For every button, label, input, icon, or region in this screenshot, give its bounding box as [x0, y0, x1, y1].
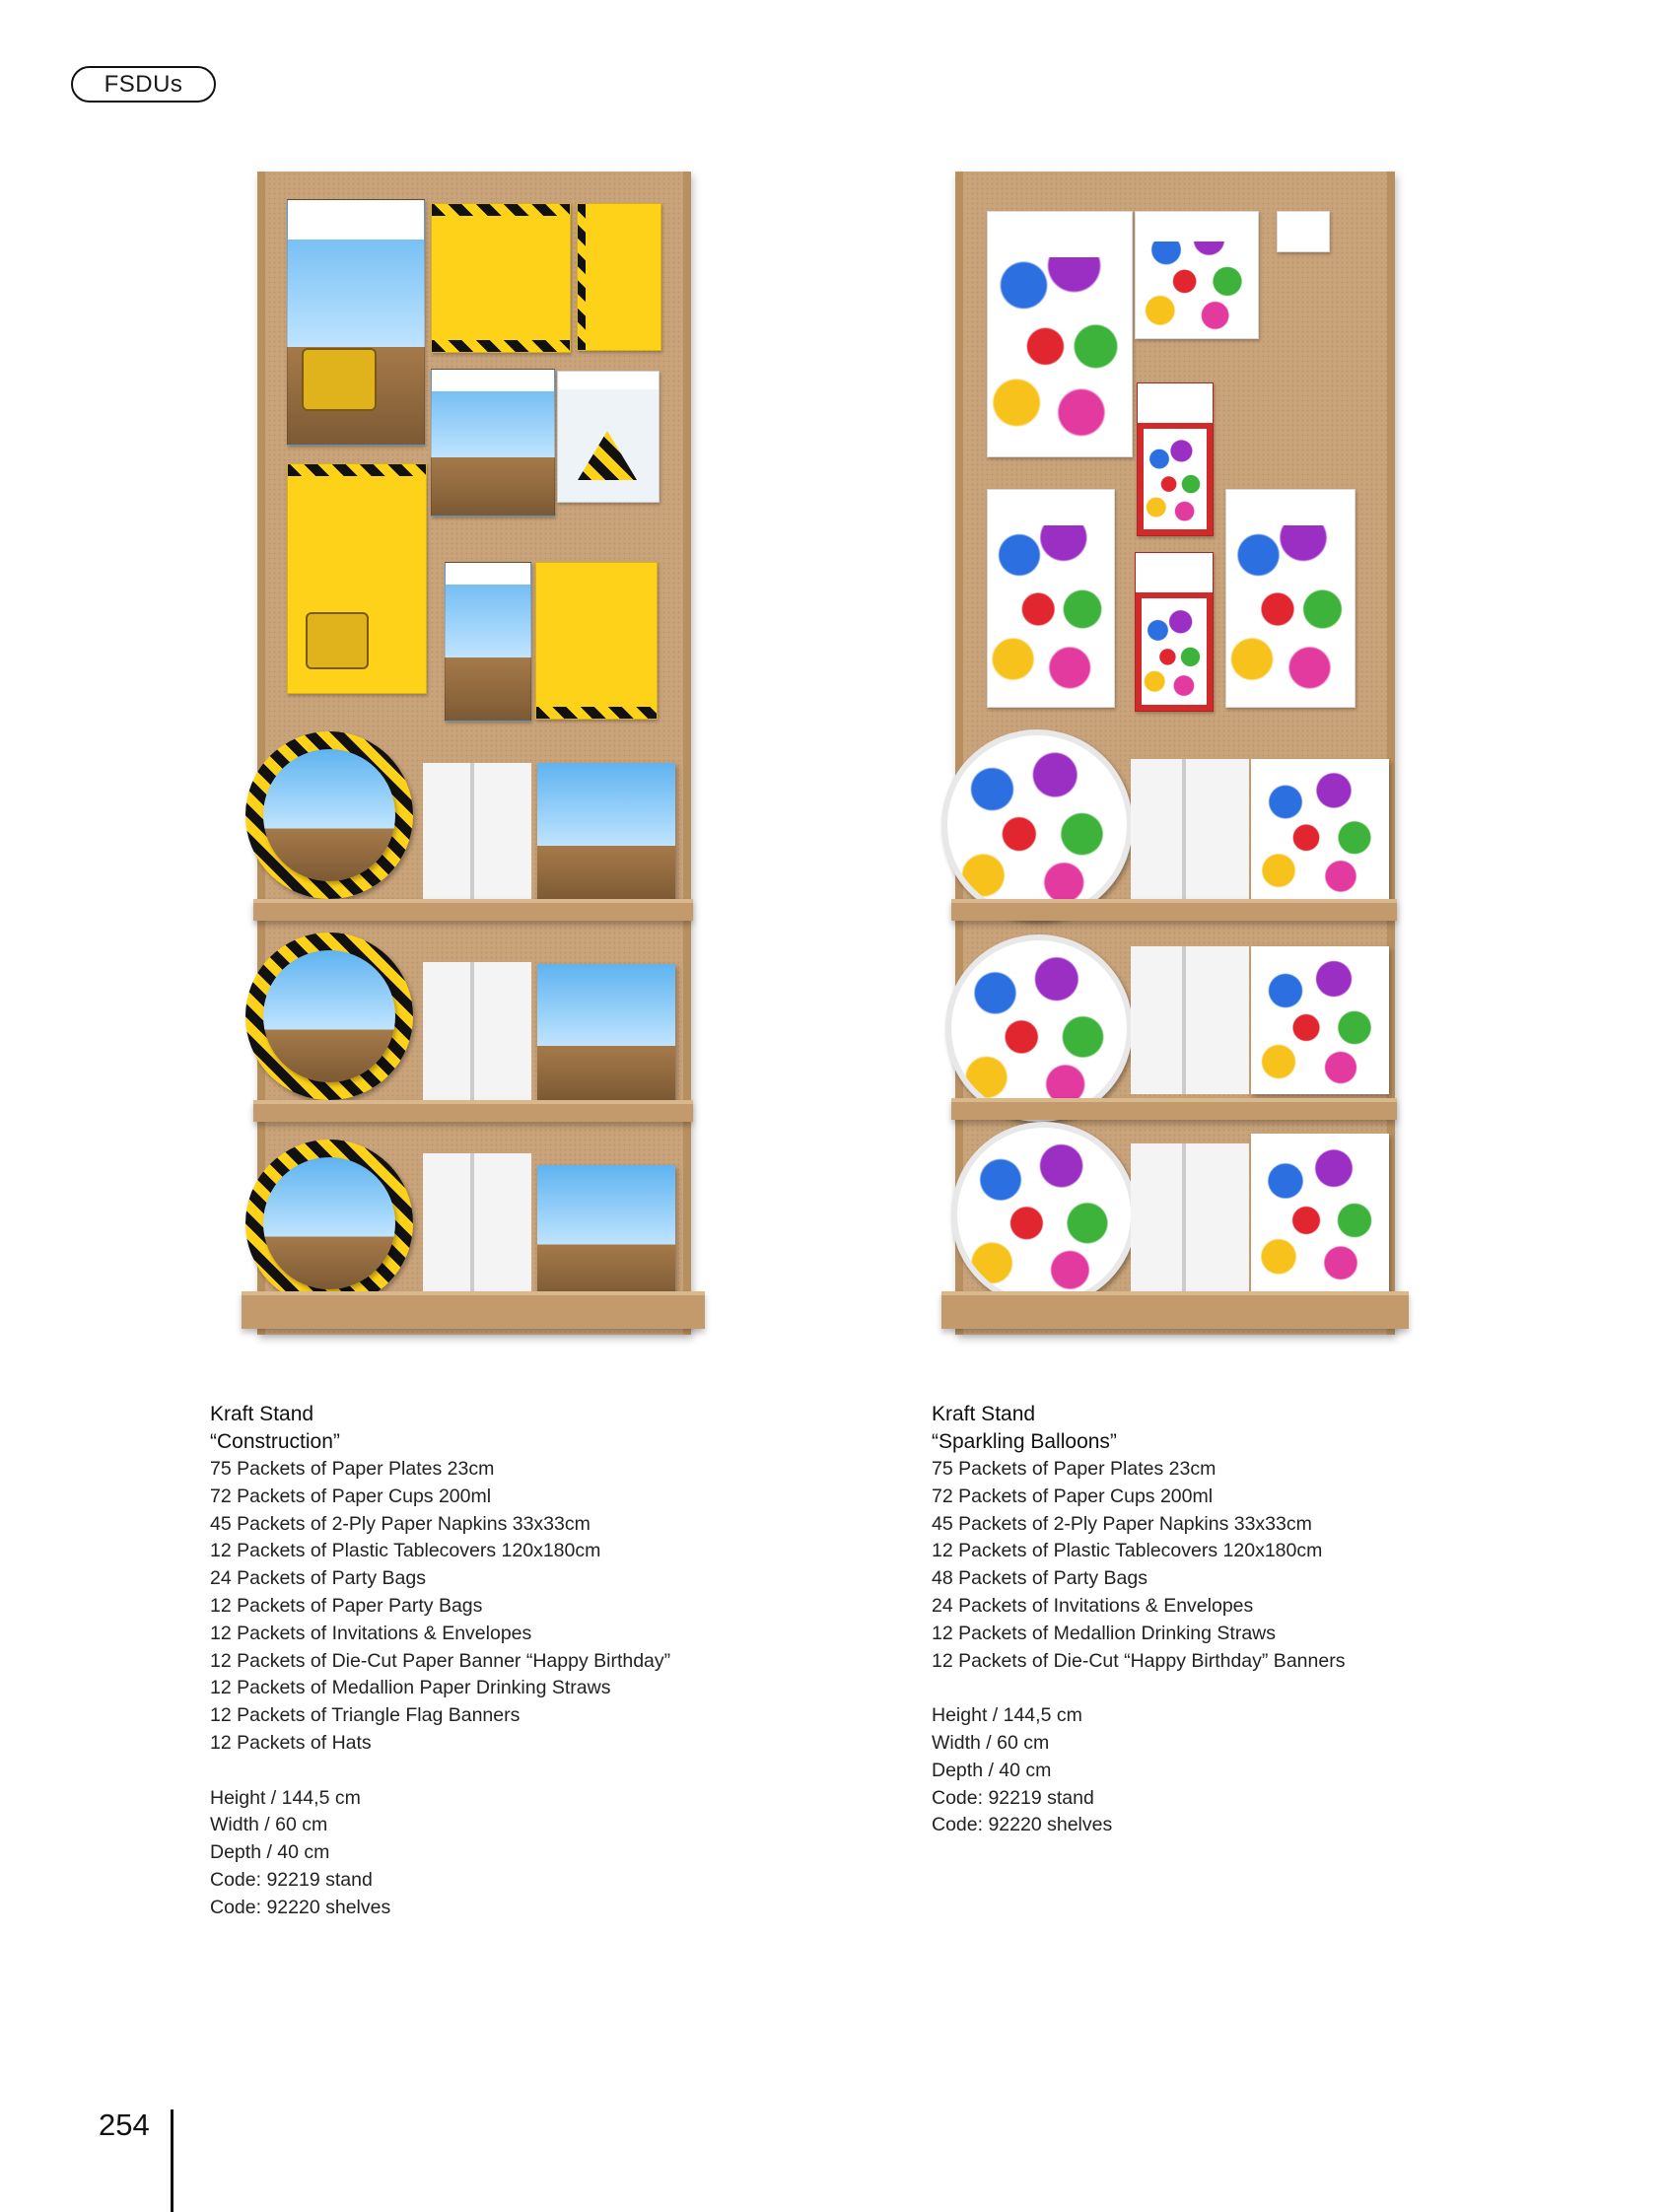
construction-stand-image: [242, 168, 705, 1336]
invitations-pack: [1137, 382, 1214, 536]
list-item: 12 Packets of Paper Party Bags: [210, 1594, 483, 1617]
shelf-lip: [253, 1100, 693, 1122]
specs-list: [210, 1785, 670, 1922]
paper-cups-stack: [423, 763, 531, 901]
tablecover-pack: [287, 199, 425, 446]
product-subtitle: “Construction”: [210, 1430, 340, 1453]
party-bags-pack: [1225, 489, 1356, 708]
paper-plates-stack: [951, 1122, 1137, 1307]
base-tray: [941, 1291, 1409, 1329]
list-item: 72 Packets of Paper Cups 200ml: [932, 1485, 1214, 1507]
party-bags-pack: [987, 489, 1115, 708]
plate-center: [263, 950, 395, 1082]
contents-list: [210, 1456, 670, 1758]
paper-cups-stack: [423, 962, 531, 1100]
list-item: 45 Packets of 2-Ply Paper Napkins 33x33cm: [932, 1512, 1312, 1535]
list-item: 12 Packets of Medallion Drinking Straws: [932, 1622, 1276, 1644]
balloons-description: [932, 1401, 1345, 1839]
list-item: 12 Packets of Hats: [210, 1731, 372, 1754]
invitations-pack: [577, 203, 661, 351]
spec-code-shelves: Code: 92220 shelves: [210, 1896, 391, 1918]
stand-side-rail: [955, 172, 963, 1335]
list-item: 48 Packets of Party Bags: [932, 1567, 1147, 1590]
party-bags-pack: [431, 369, 555, 517]
letter-banner-pack: [431, 203, 571, 353]
contents-list: [932, 1456, 1345, 1675]
stand-side-rail: [683, 172, 691, 1335]
list-item: 12 Packets of Triangle Flag Banners: [210, 1704, 521, 1727]
list-item: 12 Packets of Medallion Paper Drinking Straws: [210, 1677, 611, 1699]
product-title: Kraft Stand: [932, 1403, 1036, 1425]
napkins-stack: [537, 1165, 675, 1297]
list-item: 12 Packets of Die-Cut “Happy Birthday” Banners: [932, 1649, 1346, 1672]
napkins-stack: [1251, 1134, 1389, 1291]
list-item: 12 Packets of Die-Cut Paper Banner “Happy Birthday”: [210, 1649, 671, 1672]
paper-cups-stack: [1131, 759, 1249, 902]
list-item: 75 Packets of Paper Plates 23cm: [210, 1458, 495, 1480]
page-number: 254: [99, 2108, 150, 2142]
happy-birthday-banner-pack: [1135, 211, 1259, 339]
list-item: 45 Packets of 2-Ply Paper Napkins 33x33cm: [210, 1512, 591, 1535]
list-item: 12 Packets of Plastic Tablecovers 120x180cm: [210, 1540, 601, 1562]
paper-cups-stack: [1131, 946, 1249, 1094]
shelf-lip: [253, 899, 693, 921]
spec-code-shelves: Code: 92220 shelves: [932, 1814, 1113, 1836]
specs-list: [932, 1702, 1345, 1839]
invitations-pack: [1135, 552, 1214, 712]
straws-pack: [445, 562, 531, 722]
product-title: Kraft Stand: [210, 1403, 314, 1425]
spec-code-stand: Code: 92219 stand: [932, 1786, 1094, 1809]
list-item: 24 Packets of Invitations & Envelopes: [932, 1594, 1254, 1617]
spec-depth: Depth / 40 cm: [210, 1841, 330, 1864]
napkins-stack: [1251, 946, 1389, 1094]
balloons-stand-image: [941, 168, 1415, 1336]
straws-pack: [1277, 211, 1330, 252]
section-label: FSDUs: [71, 66, 216, 103]
paper-plates-stack: [945, 934, 1133, 1122]
stand-side-rail: [257, 172, 265, 1335]
product-subtitle: “Sparkling Balloons”: [932, 1430, 1117, 1453]
paper-cups-stack: [1131, 1143, 1249, 1291]
list-item: 72 Packets of Paper Cups 200ml: [210, 1485, 492, 1507]
base-tray: [242, 1291, 705, 1329]
spec-depth: Depth / 40 cm: [932, 1759, 1052, 1781]
napkins-stack: [537, 964, 675, 1100]
list-item: 12 Packets of Plastic Tablecovers 120x180cm: [932, 1540, 1323, 1562]
hats-pack: [557, 371, 660, 503]
flag-banner-pack: [287, 463, 427, 694]
construction-description: [210, 1401, 670, 1922]
spec-width: Width / 60 cm: [210, 1814, 328, 1836]
paper-plates-stack: [941, 729, 1133, 921]
plate-center: [263, 1157, 395, 1289]
list-item: 12 Packets of Invitations & Envelopes: [210, 1622, 532, 1644]
napkins-stack: [537, 763, 675, 901]
spec-width: Width / 60 cm: [932, 1731, 1050, 1754]
spec-height: Height / 144,5 cm: [932, 1704, 1082, 1727]
spec-code-stand: Code: 92219 stand: [210, 1868, 373, 1891]
spec-height: Height / 144,5 cm: [210, 1786, 361, 1809]
page-number-divider: [171, 2109, 174, 2212]
plate-center: [263, 749, 395, 881]
paper-bags-pack: [535, 562, 658, 720]
paper-cups-stack: [423, 1153, 531, 1296]
list-item: 75 Packets of Paper Plates 23cm: [932, 1458, 1217, 1480]
napkins-stack: [1251, 759, 1389, 902]
shelf-lip: [951, 899, 1397, 921]
shelf-lip: [951, 1098, 1397, 1120]
list-item: 24 Packets of Party Bags: [210, 1567, 426, 1590]
tablecover-pack: [987, 211, 1133, 457]
